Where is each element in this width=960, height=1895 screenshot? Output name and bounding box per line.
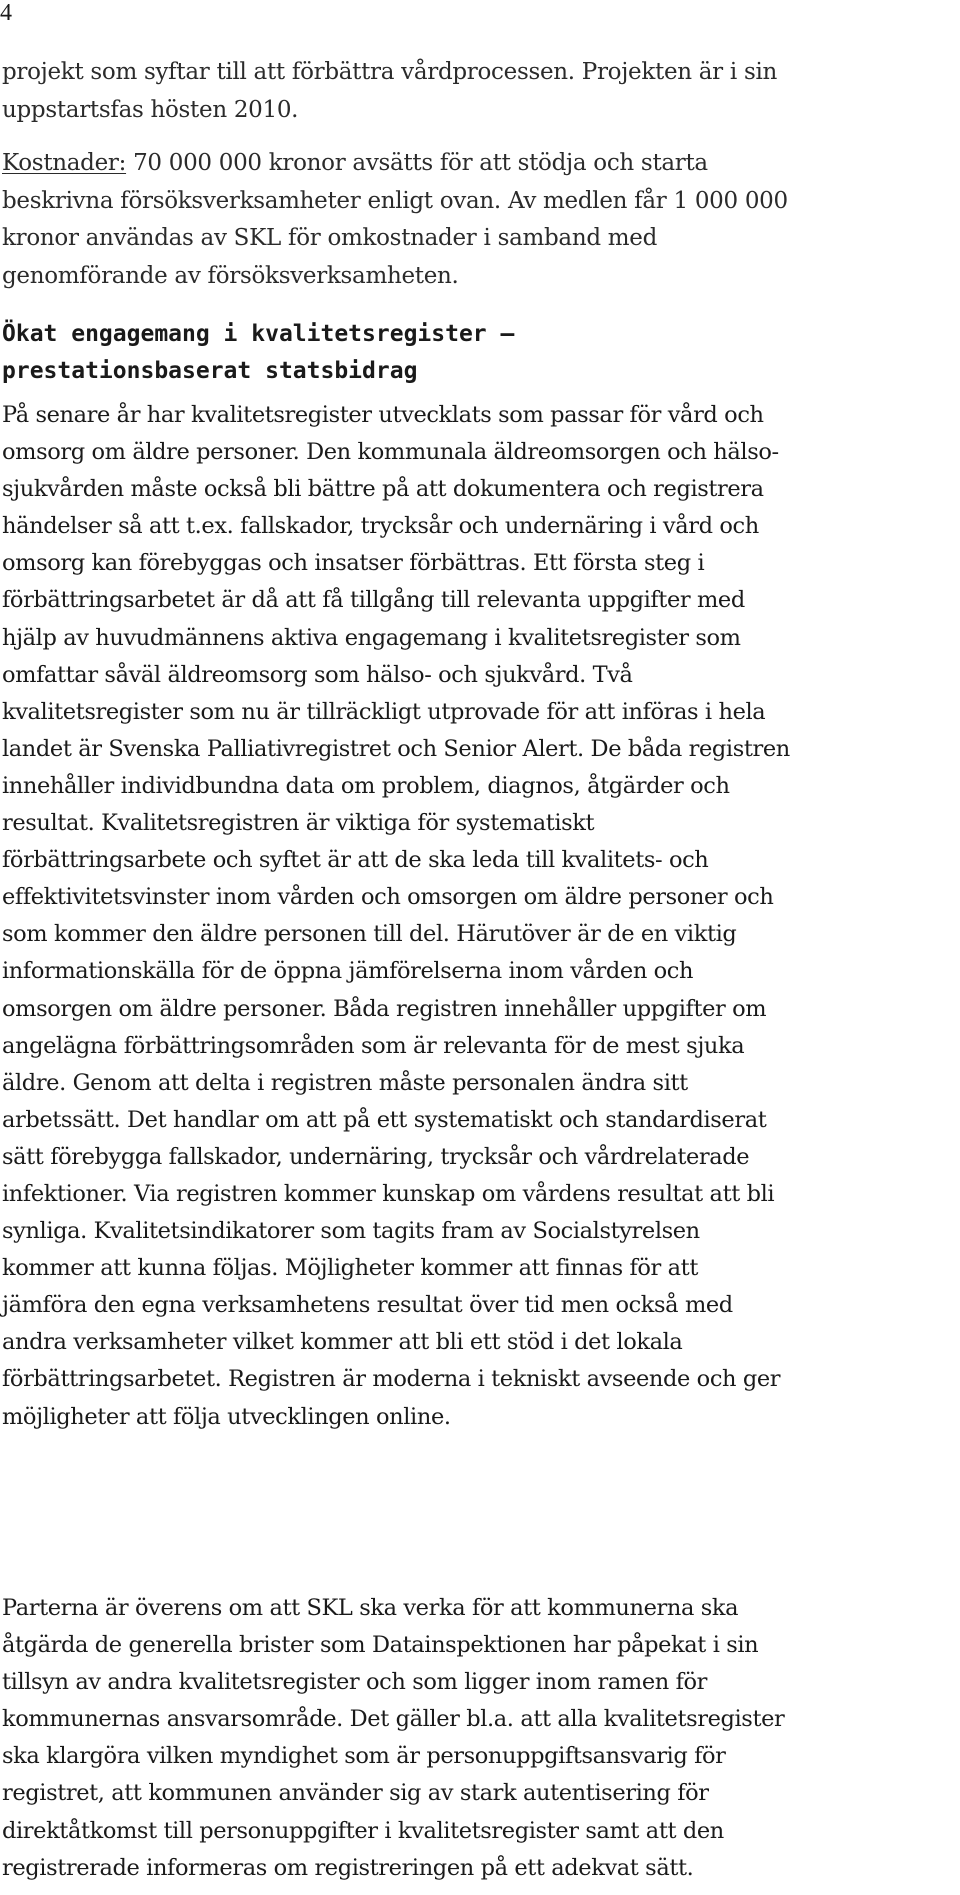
text-line: omfattar såväl äldreomsorg som hälso- och sjukvård. Två [2, 661, 633, 688]
text-line: hjälp av huvudmännens aktiva engagemang i kvalitetsregister som [2, 624, 741, 651]
section-heading [2, 316, 952, 390]
text-line: resultat. Kvalitetsregistren är viktiga för systematiskt [2, 810, 595, 837]
text-line: omsorg kan förebyggas och insatser förbättras. Ett första steg i [2, 550, 705, 577]
text-line: På senare år har kvalitetsregister utvecklats som passar för vård och [2, 402, 764, 428]
text-line: sjukvården måste också bli bättre på att dokumentera och registrera [2, 476, 764, 503]
text-line: jämföra den egna verksamhetens resultat över tid men också med [2, 1292, 733, 1319]
text-line [2, 145, 952, 183]
text-line: kommunernas ansvarsområde. Det gäller bl.a. att alla kvalitetsregister [2, 1706, 785, 1733]
text-line: möjligheter att följa utvecklingen online. [2, 1403, 451, 1430]
heading-line: prestationsbaserat statsbidrag [2, 358, 418, 384]
text-line: informationskälla för de öppna jämförelserna inom vården och [2, 958, 694, 985]
text-line: kvalitetsregister som nu är tillräckligt utprovade för att införas i hela [2, 698, 766, 725]
text-line: registret, att kommunen använder sig av stark autentisering för [2, 1780, 709, 1807]
text-line: kommer att kunna följas. Möjligheter kommer att finnas för att [2, 1255, 698, 1282]
text-line: direktåtkomst till personuppgifter i kvalitetsregister samt att den [2, 1817, 724, 1844]
text-line: kronor användas av SKL för omkostnader i samband med [2, 225, 658, 251]
text-line: åtgärda de generella brister som Datainspektionen har påpekat i sin [2, 1632, 759, 1659]
text-line: omsorgen om äldre personer. Båda registren innehåller uppgifter om [2, 995, 767, 1022]
heading-line: Ökat engagemang i kvalitetsregister – [2, 321, 515, 347]
text-line: förbättringsarbetet är då att få tillgång till relevanta uppgifter med [2, 587, 745, 614]
closing-paragraph [2, 1590, 952, 1887]
text-line: förbättringsarbete och syftet är att de ska leda till kvalitets- och [2, 847, 709, 874]
text-line: genomförande av försöksverksamheten. [2, 262, 459, 289]
text-line: Parterna är överens om att SKL ska verka för att kommunerna ska [2, 1595, 739, 1621]
costs-paragraph [2, 145, 952, 295]
text-line: registrerade informeras om registreringen på ett adekvat sätt. [2, 1854, 694, 1881]
costs-label: Kostnader: [2, 150, 127, 176]
text-line: projekt som syftar till att förbättra vårdprocessen. Projekten är i sin [2, 59, 778, 85]
page-number: 4 [0, 0, 12, 26]
text-line: angelägna förbättringsområden som är relevanta för de mest sjuka [2, 1032, 745, 1059]
text-line: tillsyn av andra kvalitetsregister och som ligger inom ramen för [2, 1669, 708, 1696]
text-line: omsorg om äldre personer. Den kommunala äldreomsorgen och hälso- [2, 439, 779, 466]
text-line: händelser så att t.ex. fallskador, trycksår och undernäring i vård och [2, 513, 759, 540]
text-line: uppstartsfas hösten 2010. [2, 96, 299, 123]
costs-text: 70 000 000 kronor avsätts för att stödja och starta [126, 150, 708, 176]
text-line: andra verksamheter vilket kommer att bli ett stöd i det lokala [2, 1329, 683, 1356]
text-line: beskrivna försöksverksamheter enligt ovan. Av medlen får 1 000 000 [2, 187, 788, 214]
text-line: innehåller individbundna data om problem, diagnos, åtgärder och [2, 772, 730, 799]
text-line: landet är Svenska Palliativregistret och Senior Alert. De båda registren [2, 735, 790, 762]
text-line: synliga. Kvalitetsindikatorer som tagits fram av Socialstyrelsen [2, 1218, 700, 1245]
text-line: förbättringsarbetet. Registren är moderna i tekniskt avseende och ger [2, 1366, 781, 1393]
text-line: ska klargöra vilken myndighet som är personuppgiftsansvarig för [2, 1743, 726, 1770]
body-paragraph [2, 397, 952, 1436]
intro-paragraph [2, 54, 952, 129]
text-line: som kommer den äldre personen till del. Härutöver är de en viktig [2, 921, 737, 948]
text-line: sätt förebygga fallskador, undernäring, trycksår och vårdrelaterade [2, 1143, 750, 1170]
text-line: arbetssätt. Det handlar om att på ett systematiskt och standardiserat [2, 1106, 767, 1133]
text-line: effektivitetsvinster inom vården och omsorgen om äldre personer och [2, 884, 774, 911]
text-line: infektioner. Via registren kommer kunskap om vårdens resultat att bli [2, 1180, 775, 1207]
text-line: äldre. Genom att delta i registren måste personalen ändra sitt [2, 1069, 688, 1096]
